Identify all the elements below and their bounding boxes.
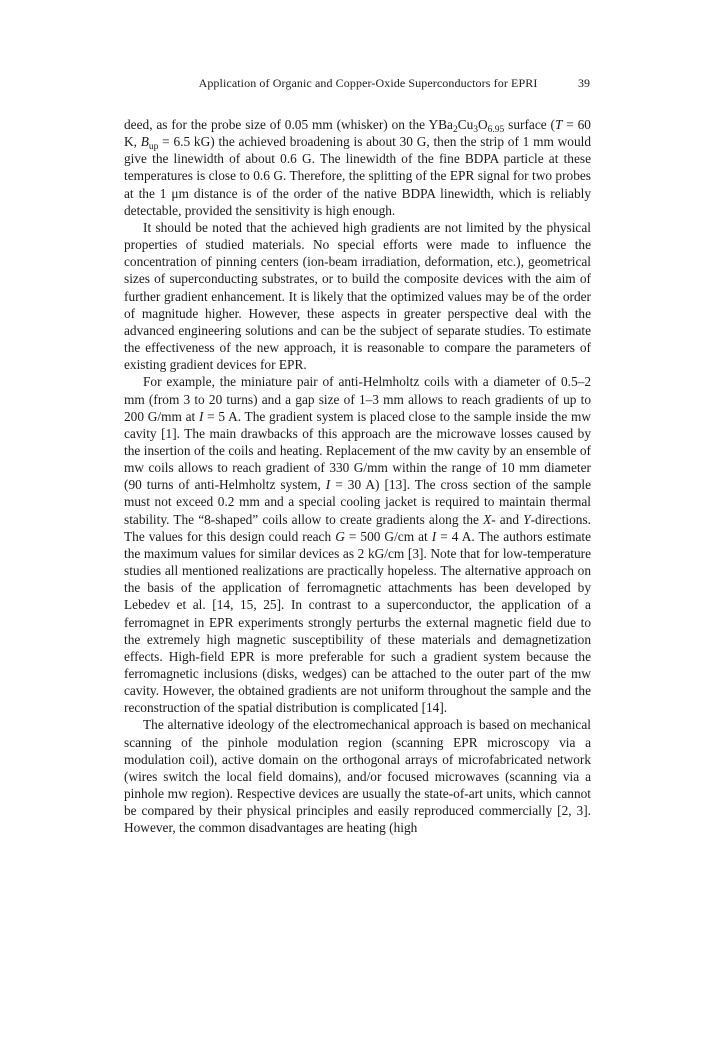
- p3-text-2: = 5 A. The gradient system is placed close to the sample inside the mw cavity [1]. The main drawbacks of this approach are the microwave losses caused by the insertion of the coils and heating. Replacement of the mw cavity by an ensemble of mw coils allows to reach gradient of 330 G/mm within the range of 10 mm diameter (90 turns of anti-Helmholtz system,: [124, 408, 591, 493]
- p1-text-1: deed, as for the probe size of 0.05 mm (whisker) on the YBa: [124, 117, 453, 132]
- paragraph-2: It should be noted that the achieved high gradients are not limited by the physical properties of studied materials. No special efforts were made to influence the concentration of pinning centers (ion-beam irradiation, deformation, etc.), geometrical sizes of superconducting substrates, or to build the composite devices with the aim of further gradient enhancement. It is likely that the optimized values may be of the order of magnitude higher. However, these aspects in greater perspective deal with the advanced engineering solutions and can be the subject of separate studies. To estimate the effectiveness of the new approach, it is reasonable to compare the parameters of existing gradient devices for EPR.: [124, 219, 591, 373]
- p1-subscript-1: 2: [452, 125, 458, 135]
- p3-symbol-I-3: I: [431, 528, 437, 544]
- p1-subscript-up: up: [148, 142, 159, 153]
- p3-text-3: = 30 A) [13]. The cross section of the sample must not exceed 0.2 mm and a special cooling jacket is required to maintain thermal stability. The “8-shaped” coils allow to create gradients along the: [124, 477, 592, 527]
- p1-symbol-T: T: [554, 117, 563, 132]
- p3-text-5: -directions. The values for this design could reach: [124, 511, 591, 544]
- p3-symbol-I-2: I: [325, 477, 331, 493]
- p3-symbol-X: X: [483, 511, 492, 527]
- paragraph-1: [124, 116, 591, 219]
- p1-text-2: Cu: [457, 117, 474, 132]
- p3-text-6: = 500 G/cm at: [344, 528, 432, 544]
- p3-text-4: - and: [491, 511, 524, 527]
- p3-symbol-Y: Y: [523, 511, 531, 527]
- paragraph-3: [124, 373, 591, 716]
- p3-text-7: = 4 A. The authors estimate the maximum values for similar devices as 2 kG/cm [3]. Note that for low-temperature studies all mentioned realizations are practically hopeless. The alternative approach on the basis of the application of ferromagnetic attachments has been developed by Lebedev et al. [14, 15, 25]. In contrast to a superconductor, the application of a ferromagnet in EPR experiments strongly perturbs the external magnetic field due to the extremely high magnetic susceptibility of these materials and demagnetization effects. High-field EPR is more preferable for such a gradient system because the ferromagnetic inclusions (disks, wedges) can be attached to the outer part of the mw cavity. However, the obtained gradients are not uniform throughout the sample and the reconstruction of the spatial distribution is complicated [14].: [124, 528, 591, 716]
- p1-subscript-3: 6.95: [487, 125, 505, 135]
- body-text: [124, 116, 591, 837]
- paragraph-4: The alternative ideology of the electromechanical approach is based on mechanical scanning of the pinhole modulation region (scanning EPR microscopy via a modulation coil), active domain on the orthogonal arrays of microfabricated network (wires switch the local field domains), and/or focused microwaves (scanning via a pinhole mw region). Respective devices are usually the state-of-art units, which cannot be compared by their physical principles and easily reproduced commercially [2, 3]. However, the common disadvantages are heating (high: [124, 717, 591, 836]
- p1-text-6: = 6.5 kG) the achieved broadening is about 30 G, then the strip of 1 mm would give the linewidth of about 0.6 G. The linewidth of the fine BDPA particle at these temperatures is close to 0.6 G. Therefore, the splitting of the EPR signal for two probes at the 1 μm distance is of the order of the native BDPA linewidth, which is reliably detectable, provided the sensitivity is high enough.: [124, 134, 591, 218]
- p1-symbol-B: B: [140, 134, 149, 150]
- p1-text-5: = 60 K,: [124, 117, 591, 150]
- running-head: Application of Organic and Copper-Oxide Superconductors for EPRI: [198, 76, 538, 90]
- p3-symbol-I-1: I: [198, 408, 204, 424]
- p1-text-4: surface (: [504, 117, 555, 132]
- p3-symbol-G: G: [335, 528, 345, 544]
- p1-subscript-2: 3: [473, 125, 479, 135]
- p3-text-1: For example, the miniature pair of anti-Helmholtz coils with a diameter of 0.5–2 mm (from 3 to 20 turns) and a gap size of 1–3 mm allows to reach gradients of up to 200 G/mm at: [124, 374, 591, 424]
- page-number: 39: [578, 76, 590, 90]
- p1-text-3: O: [478, 117, 488, 132]
